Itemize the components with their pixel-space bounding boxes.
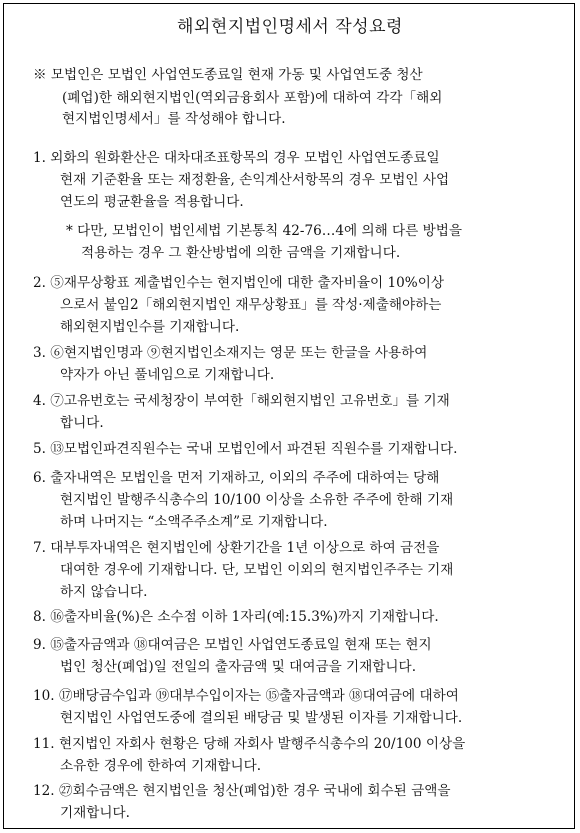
item-line: 10. ⑰배당금수입과 ⑲대부수입이자는 ⑮출자금액과 ⑱대여금에 대하여 xyxy=(33,688,459,704)
item-line: 연도의 평균환율을 적용합니다. xyxy=(60,194,244,210)
item-line: 1. 외화의 원화환산은 대차대조표항목의 경우 모법인 사업연도종료일 xyxy=(33,150,440,166)
item-line: 9. ⑮출자금액과 ⑱대여금은 모법인 사업연도종료일 현재 또는 현지 xyxy=(33,637,432,653)
item-line: 현지법인 발행주식총수의 10/100 이상을 소유한 주주에 한해 기재 xyxy=(60,492,454,508)
item-line: 법인 청산(폐업)일 전일의 출자금액 및 대여금을 기재합니다. xyxy=(60,659,417,675)
note-line: * 다만, 모법인이 법인세법 기본통칙 42-76…4에 의해 다른 방법을 xyxy=(66,223,463,239)
item-line: 하지 않습니다. xyxy=(60,584,148,600)
item-line: 현지법인 사업연도중에 결의된 배당금 및 발생된 이자를 기재합니다. xyxy=(60,710,463,726)
note-line: 적용하는 경우 그 환산방법에 의한 금액을 기재합니다. xyxy=(81,245,401,261)
item-line: 으로서 붙임2「해외현지법인 재무상황표」를 작성·제출해야하는 xyxy=(60,297,442,313)
item-line: 3. ⑥현지법인명과 ⑨현지법인소재지는 영문 또는 한글을 사용하여 xyxy=(33,345,428,361)
item-line: 해외현지법인수를 기재합니다. xyxy=(60,319,240,335)
item-line: 약자가 아닌 풀네임으로 기재합니다. xyxy=(60,367,275,383)
item-line: 11. 현지법인 자회사 현황은 당해 자회사 발행주식총수의 20/100 이상을 xyxy=(33,736,466,752)
item-line: 합니다. xyxy=(60,415,104,431)
item-line: 4. ⑦고유번호는 국세청장이 부여한「해외현지법인 고유번호」를 기재 xyxy=(33,393,450,409)
preamble-line: ※ 모법인은 모법인 사업연도종료일 현재 가동 및 사업연도중 청산 xyxy=(33,67,423,83)
preamble-line: 현지법인명세서」를 작성해야 합니다. xyxy=(62,111,286,127)
item-line: 7. 대부투자내역은 현지법인에 상환기간을 1년 이상으로 하여 금전을 xyxy=(33,540,440,556)
item-line: 대여한 경우에 기재합니다. 단, 모법인 이외의 현지법인주주는 기재 xyxy=(60,562,454,578)
item-line: 8. ⑯출자비율(%)은 소수점 이하 1자리(예:15.3%)까지 기재합니다. xyxy=(33,609,439,625)
document-title: 해외현지법인명세서 작성요령 xyxy=(177,17,403,37)
item-line: 하며 나머지는 “소액주주소계”로 기재합니다. xyxy=(60,514,328,530)
item-line: 2. ⑤재무상황표 제출법인수는 현지법인에 대한 출자비율이 10%이상 xyxy=(33,275,444,291)
item-line: 현재 기준환율 또는 재정환율, 손익계산서항목의 경우 모법인 사업 xyxy=(60,172,450,188)
preamble-line: (폐업)한 해외현지법인(역외금융회사 포함)에 대하여 각각「해외 xyxy=(62,90,443,106)
item-line: 5. ⑬모법인파견직원수는 국내 모법인에서 파견된 직원수를 기재합니다. xyxy=(33,441,458,457)
item-line: 6. 출자내역은 모법인을 먼저 기재하고, 이외의 주주에 대하여는 당해 xyxy=(33,470,440,486)
item-line: 12. ㉗회수금액은 현지법인을 청산(폐업)한 경우 국내에 회수된 금액을 xyxy=(33,783,451,799)
item-line: 기재합니다. xyxy=(60,805,130,821)
item-line: 소유한 경우에 한하여 기재합니다. xyxy=(60,758,262,774)
